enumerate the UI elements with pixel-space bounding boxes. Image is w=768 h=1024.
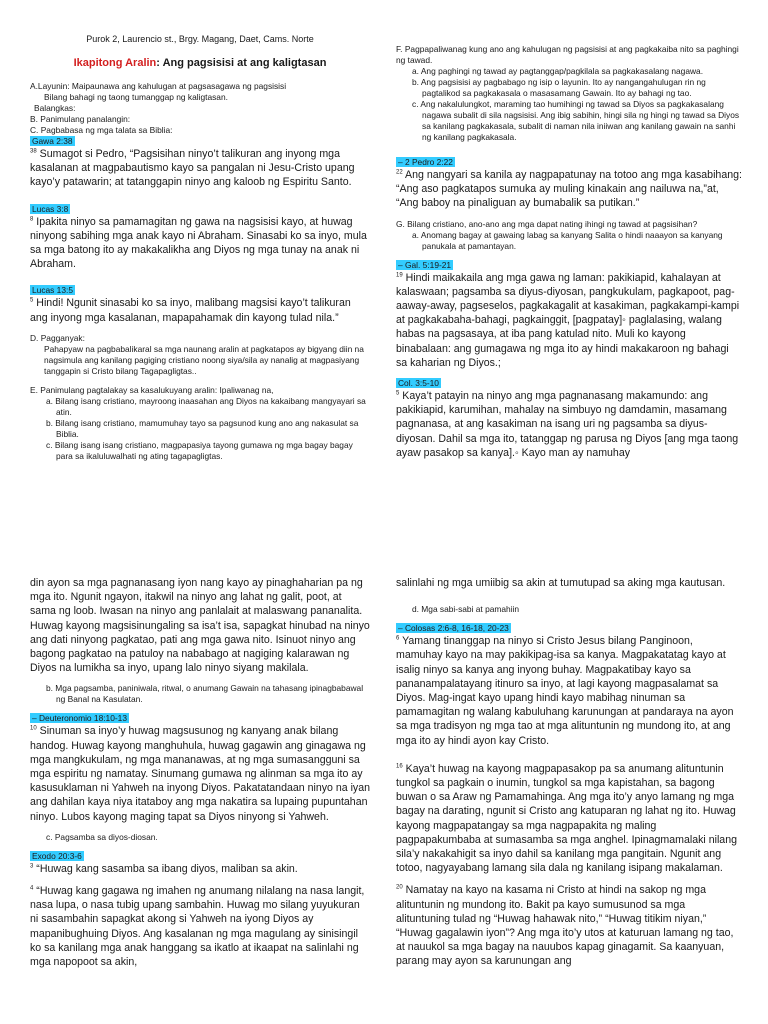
verse-text: $^4$ “Huwag kang gagawa ng imahen ng anumang nilalang na nasa langit, nasa lupa, o nasa tubig upang sambahin. Huwag mo silang yuyukuran ni sasambahin sapagkat akong si Yahweh na iyong Diyos ay mapanibughuing Diyos. Ang kasalanan ng mga magulang ay sinisingil ko sa kanilang mga anak hanggang sa ikatlo at ikaapat na salinlahi ng mga napopoot sa akin,: [30, 885, 365, 969]
section-f: F. Pagpapaliwanag kung ano ang kahulugan ng pagsisisi at ang pagkakaiba nito sa paghingi ng tawad.: [396, 44, 739, 65]
section-f-item-b: b. Ang pagsisisi ay pagbabago ng isip o layunin. Ito ay nangangahulugan rin ng pagtalikod sa pagkakasala o masasamang Gawain. Ito ay bahagi ng tao.: [412, 77, 706, 98]
verse-text: $^{22}$ Ang nangyari sa kanila ay nagpapatunay na totoo ang mga kasabihang: “Ang aso pagkatapos sumuka ay muling kinakain ang nailuwa na,”at, “Ang baboy na pinaliguan ay bumabalik sa putikan.”: [396, 169, 742, 210]
verse-text: $^{38}$ Sumagot si Pedro, “Pagsisihan ninyo’t talikuran ang inyong mga kasalanan at magpabautismo kayo sa pangalan ni Jesu-Cristo upang kayo’y patawarin; at tatanggapin ninyo ang kaloob ng Espiritu Santo.: [30, 148, 355, 189]
verse-text: $^{20}$ Namatay na kayo na kasama ni Cristo at hindi na sakop ng mga alituntunin ng mundong ito. Bakit pa kayo sumusunod sa mga alituntuning tulad ng “Huwag hahawak nito,” “Huwag titikim niyan,” “Huwag gagalawin iyon”? Ang mga ito’y utos at katuruan lamang ng tao, at nauukol sa mga bagay na nauubos kapag ginagamit. Sa kaanyuan, parang may ayon sa karunungan ang: [396, 884, 734, 968]
verse-text: $^5$ Kaya’t patayin na ninyo ang mga pagnanasang makamundo: ang pakikiapid, karumihan, mahalay na simbuyo ng damdamin, masamang pagnanasa, at ang kasakiman na isang uri ng pagsamba sa diyus-diyosan. Dahil sa mga ito, tatanggap ng parusa ng Diyos [ang mga taong ayaw pasakop sa kanya].◦ Kayo man ay namuhay: [396, 390, 739, 459]
section-e-item-b: b. Bilang isang cristiano, mamumuhay tayo sa pagsunod kung ano ang nakasulat sa Biblia.: [46, 417, 359, 439]
section-c: C. Pagbabasa ng mga talata sa Biblia:: [30, 125, 173, 135]
outline-label: Balangkas:: [34, 103, 76, 113]
page-separator: [0, 512, 768, 570]
verse-text: $^{10}$ Sinuman sa inyo’y huwag magsusunog ng kanyang anak bilang handog. Huwag kayong manghuhula, huwag gagawin ang ginagawa ng mga mangkukulam, ng mga mananawas, at ng mga sumasangguni sa mga espiritu ng namatay. Sinumang gumawa ng alinman sa mga ito ay kasusuklaman ni Yahweh na inyong Diyos. Pakatatandaan ninyo na iyan ang dahilan kaya niya itataboy ang mga nakatira sa lupaing pupuntahan ninyo. Lubos kayong maging tapat sa Diyos ninyong si Yahweh.: [30, 725, 371, 823]
lesson-heading: [30, 57, 370, 69]
verse-text: $^{19}$ Hindi maikakaila ang mga gawa ng laman: pakikiapid, kahalayan at kalaswaan; pagsamba sa diyus-diyosan, pangkukulam, pagkapoot, pag-aaway-away, pagseselos, pagkakagalit at kasakiman, pagkakampi-kampi at pagkakabaha-bahagi, pagkainggit, [pagpatay]◦ paglalasing, walang habas na pagsasaya, at iba pang katulad nito. Muli ko kayong binabalaan: ang gumagawa ng mga ito ay hindi makakaroon ng bahagi sa kaharian ng Diyos.;: [396, 271, 740, 369]
objective-line-2: Bilang bahagi ng taong tumanggap ng kaligtasan.: [44, 92, 228, 102]
section-d-text: Pahapyaw na pagbabalikaral sa mga naunang aralin at pagkatapos ay bigyang diin na nagsimula ang kanilang pagiging cristiano noong siya/sila ay nanalig at magpasiyang tanggapin si Cristo bilang Tagapagligtas..: [44, 343, 364, 376]
page-2-right-column: [396, 576, 742, 969]
verse-continuation: salinlahi ng mga umiibig sa akin at tumutupad sa aking mga kautusan.: [396, 577, 726, 589]
verse-text: $^5$ Hindi! Ngunit sinasabi ko sa inyo, malibang magsisi kayo’t talikuran ang inyong mga kasalanan, mapapahamak din kayong tulad nila.”: [30, 297, 351, 324]
section-g-item-a: a. Anomang bagay at gawaing labag sa kanyang Salita o hindi naaayon sa kanyang panukala at pamantayan.: [412, 229, 723, 251]
verse-text: $^8$ Ipakita ninyo sa pamamagitan ng gawa na nagsisisi kayo, at huwag ninyong sabihing mga anak kayo ni Abraham. Sinasabi ko sa inyo, mula sa mga batong ito ay makakalikha ang Diyos ng mga tunay na anak ni Abraham.: [30, 215, 367, 271]
section-e-item-a: a. Bilang isang cristiano, mayroong inaasahan ang Diyos na kakaibang mangyayari sa atin.: [46, 395, 366, 417]
section-e: E. Panimulang pagtalakay sa kasalukuyang aralin: Ipaliwanag na,: [30, 384, 274, 395]
verse-reference: Lucas 3:8: [32, 203, 69, 214]
verse-reference: – Gal. 5:19-21: [398, 259, 452, 270]
section-b: B. Panimulang panalangin:: [30, 114, 131, 124]
verse-reference: Lucas 13:5: [32, 285, 73, 296]
section-f-item-a: a. Ang paghingi ng tawad ay pagtanggap/pagkilala sa pagkakasalang nagawa.: [412, 66, 704, 76]
verse-reference: Exodo 20:3-6: [32, 850, 82, 861]
church-address: Purok 2, Laurencio st., Brgy. Magang, Daet, Cams. Norte: [86, 34, 314, 44]
verse-reference: Gawa 2:38: [32, 136, 73, 146]
verse-reference: Col. 3:5-10: [398, 378, 439, 389]
page-1-left-column: [30, 34, 370, 462]
document-page-2: [0, 570, 768, 1024]
page-1-right-column: [396, 44, 742, 460]
section-d: D. Pagganyak:: [30, 332, 85, 343]
verse-reference: – Colosas 2:6-8, 16-18, 20-23: [398, 623, 509, 634]
lesson-title: : Ang pagsisisi at ang kaligtasan: [156, 57, 327, 69]
verse-continuation: din ayon sa mga pagnanasang iyon nang kayo ay pinaghaharian pa ng mga ito. Ngunit ngayon, itakwil na ninyo ang lahat ng galit, poot, at sama ng loob. Iwasan na ninyo ang panlalait at malaswang pananalita. Huwag kayong magsisinungaling sa isa’t isa, sapagkat hinubad na ninyo ang dati ninyong pagkatao, pati ang mga gawa nito. Isinuot ninyo ang bagong pagkatao na patuloy na nababago at nagiging kalarawan ng Diyos na lumikha sa inyo, upang lalo ninyo siyang makilala.: [30, 577, 370, 675]
section-e-item-c: c. Bilang isang isang cristiano, magpapasiya tayong gumawa ng mga bagay bagay para sa ikaluluwalhati ng ating tagapagligtas.: [46, 439, 353, 461]
verse-text: $^3$ “Huwag kang sasamba sa ibang diyos, maliban sa akin.: [30, 862, 298, 875]
section-g: G. Bilang cristiano, ano-ano ang mga dapat nating ihingi ng tawad at pagsisihan?: [396, 218, 698, 229]
section-f-item-c: c. Ang nakalulungkot, maraming tao humihingi ng tawad sa Diyos sa pagkakasalang nagawa subalit di sila nagsisisi. Ang ibig sabihin, hingi sila ng hingi ng tawad sa Diyos sa kanilang pagkakasala, subalit di naman nila iniiwan ang kanilang gawain na sanhi ng kanilang pagkakasala.: [412, 99, 740, 142]
verse-text: $^6$ Yamang tinanggap na ninyo si Cristo Jesus bilang Panginoon, mamuhay kayo na may pakikipag-isa sa kanya. Magpakatatag kayo at isalig ninyo sa kanya ang inyong buhay. Magpakatibay kayo sa pananampalatayang itinuro sa inyo, at lagi kayong magpasalamat sa Diyos. Mag-ingat kayo upang hindi kayo mabihag ninuman sa pamamagitan ng walang kabuluhang karunungan at pandaraya na ayon sa mga tradisyon ng mga tao at mga alituntunin ng mundong ito, at ang mga ito ay hindi ayon kay Cristo.: [396, 635, 734, 747]
section-b-list-item: b. Mga pagsamba, paniniwala, ritwal, o anumang Gawain na tahasang ipinagbabawal ng Banal na Kasulatan.: [46, 683, 364, 705]
page-2-left-column: [30, 576, 370, 969]
verse-reference: – 2 Pedro 2:22: [398, 157, 453, 167]
objective-line: A.Layunin: Maipaunawa ang kahulugan at pagsasagawa ng pagsisisi: [30, 81, 287, 91]
verse-text: $^{16}$ Kaya’t huwag na kayong magpapasakop pa sa anumang alituntunin tungkol sa pagkain o inumin, tungkol sa mga kapistahan, sa bagong buwan o sa Araw ng Pamamahinga. Ang mga ito’y anyo lamang ng mga bagay na darating, ngunit si Cristo ang katuparan ng lahat ng ito. Huwag kayong magpapatangay sa mga nagpapakita ng maling pagpapakumbaba at sumasamba sa mga anghel. Ipinagmamalaki nilang sila’y nakakahigit sa inyo dahil sa kanilang mga pangitain. Ngunit ang totoo, nagyayabang lamang sila dala ng kanilang isipang makalaman.: [396, 762, 737, 875]
verse-reference: – Deuteronomio 18:10-13: [32, 713, 127, 724]
section-d-list-item: d. Mga sabi-sabi at pamahiin: [412, 604, 520, 615]
section-c-list-item: c. Pagsamba sa diyos-diosan.: [46, 831, 158, 842]
lesson-label: Ikapitong Aralin: [73, 57, 157, 69]
